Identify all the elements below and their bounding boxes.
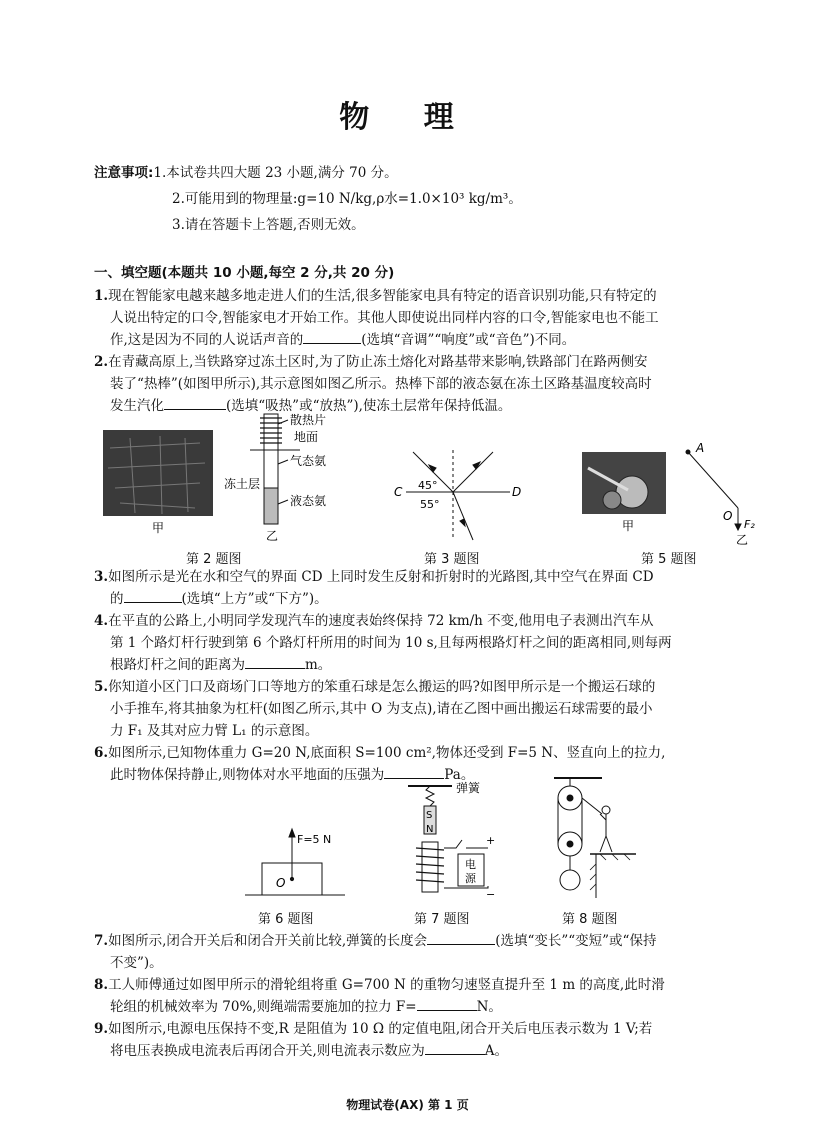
lever-diagram — [686, 450, 741, 530]
label-d: D — [512, 485, 522, 499]
question-number: 2. — [94, 354, 109, 370]
label-o: O — [276, 876, 286, 890]
question-number: 3. — [94, 569, 109, 585]
label-c: C — [394, 485, 403, 499]
label-jia: 甲 — [152, 521, 165, 535]
answer-blank[interactable] — [384, 764, 444, 779]
figure-6 — [240, 825, 350, 905]
figure-2 — [100, 408, 370, 548]
section-heading: 一、填空题(本题共 10 小题,每空 2 分,共 20 分) — [94, 265, 395, 281]
label-ground: 地面 — [294, 430, 319, 444]
question-text: 现在智能家电越来越多地走进人们的生活,很多智能家电具有特定的语音识别功能,只有特定的 — [108, 288, 657, 304]
answer-blank[interactable] — [417, 996, 477, 1011]
question-text: m。 — [305, 657, 332, 673]
question-text: A。 — [484, 1043, 509, 1059]
answer-blank[interactable] — [425, 1040, 485, 1055]
page-footer: 物理试卷(AX) 第 1 页 — [346, 1098, 469, 1112]
answer-blank[interactable] — [124, 588, 182, 603]
question-text: 你知道小区门口及商场门口等地方的笨重石球是怎么搬运的吗?如图甲所示是一个搬运石球的 — [108, 679, 656, 695]
question-text: 在平直的公路上,小明同学发现汽车的速度表始终保持 72 km/h 不变,他用电子表测出汽车从 — [108, 613, 654, 629]
question-8 — [94, 974, 774, 1018]
notice-item-1: 1.本试卷共四大题 23 小题,满分 70 分。 — [153, 165, 398, 181]
caption-fig8: 第 8 题图 — [562, 912, 618, 927]
question-text: 根路灯杆之间的距离为 — [110, 657, 245, 673]
angle-label: 55° — [420, 498, 440, 511]
figure-3 — [388, 440, 528, 545]
caption-fig5: 第 5 题图 — [641, 552, 697, 567]
label-f2: F₂ — [744, 518, 755, 531]
question-number: 6. — [94, 745, 109, 761]
caption-fig3: 第 3 题图 — [424, 552, 480, 567]
label-plus: + — [486, 834, 496, 847]
question-text: 将电压表换成电流表后再闭合开关,则电流表示数应为 — [110, 1043, 425, 1059]
label-fins: 散热片 — [290, 413, 327, 427]
question-number: 8. — [94, 977, 109, 993]
label-s: S — [426, 810, 433, 821]
answer-blank[interactable] — [245, 654, 305, 669]
force-label: F=5 N — [297, 833, 332, 846]
notice-label: 注意事项: — [94, 165, 154, 181]
label-jia: 甲 — [622, 519, 635, 533]
pulley-system — [554, 778, 636, 898]
power-source-label: 电 — [465, 858, 476, 871]
question-text: 装了“热棒”(如图甲所示),其示意图如图乙所示。热棒下部的液态氨在冻土区路基温度较高时 — [110, 376, 652, 392]
figure-8 — [540, 774, 640, 906]
question-text: 的 — [110, 591, 124, 607]
notice-item-2: 2.可能用到的物理量:g=10 N/kg,ρ水=1.0×10³ kg/m³。 — [172, 191, 522, 207]
question-4 — [94, 610, 774, 676]
label-yi: 乙 — [266, 529, 279, 543]
power-source-label: 源 — [465, 872, 476, 885]
question-text: 人说出特定的口令,智能家电才开始工作。其他人即使说出同样内容的口令,智能家电也不能工 — [110, 310, 659, 326]
question-text: (选填“音调”“响度”或“音色”)不同。 — [361, 332, 576, 348]
label-permafrost: 冻土层 — [224, 477, 261, 491]
question-text: 小手推车,将其抽象为杠杆(如图乙所示,其中 O 为支点),请在乙图中画出搬运石球需要的最小 — [110, 701, 653, 717]
question-text: (选填“吸热”或“放热”),使冻土层常年保持低温。 — [226, 398, 512, 414]
answer-blank[interactable] — [303, 329, 361, 344]
question-number: 7. — [94, 933, 109, 949]
figure-7 — [396, 778, 506, 906]
electromagnet-diagram — [408, 786, 488, 892]
question-number: 9. — [94, 1021, 109, 1037]
question-text: 作,这是因为不同的人说话声音的 — [110, 332, 304, 348]
question-text: 如图所示,电源电压保持不变,R 是阻值为 10 Ω 的定值电阻,闭合开关后电压表示数为 1 V;若 — [108, 1021, 653, 1037]
caption-fig7: 第 7 题图 — [414, 912, 470, 927]
question-1 — [94, 285, 774, 351]
label-minus: − — [486, 888, 496, 901]
question-text: 第 1 个路灯杆行驶到第 6 个路灯杆所用的时间为 10 s,且每两根路灯杆之间的距离相同,则每两 — [110, 635, 672, 651]
question-text: 如图所示,已知物体重力 G=20 N,底面积 S=100 cm²,物体还受到 F=5 N、竖直向上的拉力, — [108, 745, 666, 761]
question-text: 不变”)。 — [110, 955, 163, 971]
question-text: 此时物体保持静止,则物体对水平地面的压强为 — [110, 767, 385, 783]
question-text: 在青藏高原上,当铁路穿过冻土区时,为了防止冻土熔化对路基带来影响,铁路部门在路两侧安 — [108, 354, 648, 370]
question-text: 发生汽化 — [110, 398, 164, 414]
label-spring: 弹簧 — [456, 781, 481, 795]
cart-wheel — [603, 491, 621, 509]
label-gas-ammonia: 气态氨 — [290, 454, 327, 468]
question-text: (选填“上方”或“下方”)。 — [181, 591, 328, 607]
caption-fig6: 第 6 题图 — [258, 912, 314, 927]
label-a: A — [696, 441, 705, 455]
label-n: N — [426, 824, 434, 835]
question-number: 4. — [94, 613, 109, 629]
label-yi: 乙 — [736, 533, 749, 545]
notice-item-3: 3.请在答题卡上答题,否则无效。 — [172, 217, 365, 233]
label-o: O — [723, 509, 733, 523]
question-9 — [94, 1018, 774, 1062]
page-title: 物 理 — [339, 100, 476, 135]
question-text: N。 — [476, 999, 502, 1015]
question-text: 力 F₁ 及其对应力臂 L₁ 的示意图。 — [110, 723, 319, 739]
question-5 — [94, 676, 774, 742]
question-text: 如图所示是光在水和空气的界面 CD 上同时发生反射和折射时的光路图,其中空气在界面 CD — [108, 569, 654, 585]
question-text: 工人师傅通过如图甲所示的滑轮组将重 G=700 N 的重物匀速竖直提升至 1 m 的高度,此时滑 — [108, 977, 665, 993]
caption-fig2: 第 2 题图 — [186, 552, 242, 567]
notice-block — [94, 160, 522, 238]
question-7 — [94, 930, 774, 974]
label-liquid-ammonia: 液态氨 — [290, 494, 327, 508]
answer-blank[interactable] — [427, 930, 495, 945]
question-number: 1. — [94, 288, 109, 304]
question-text: Pa。 — [444, 767, 475, 783]
question-text: (选填“变长”“变短”或“保持 — [495, 933, 657, 949]
question-text: 如图所示,闭合开关后和闭合开关前比较,弹簧的长度会 — [108, 933, 428, 949]
question-text: 轮组的机械效率为 70%,则绳端需要施加的拉力 F= — [110, 999, 417, 1015]
question-number: 5. — [94, 679, 109, 695]
figure-5 — [578, 440, 778, 545]
question-3 — [94, 566, 774, 610]
angle-label: 45° — [418, 479, 438, 492]
light-path — [406, 450, 510, 540]
